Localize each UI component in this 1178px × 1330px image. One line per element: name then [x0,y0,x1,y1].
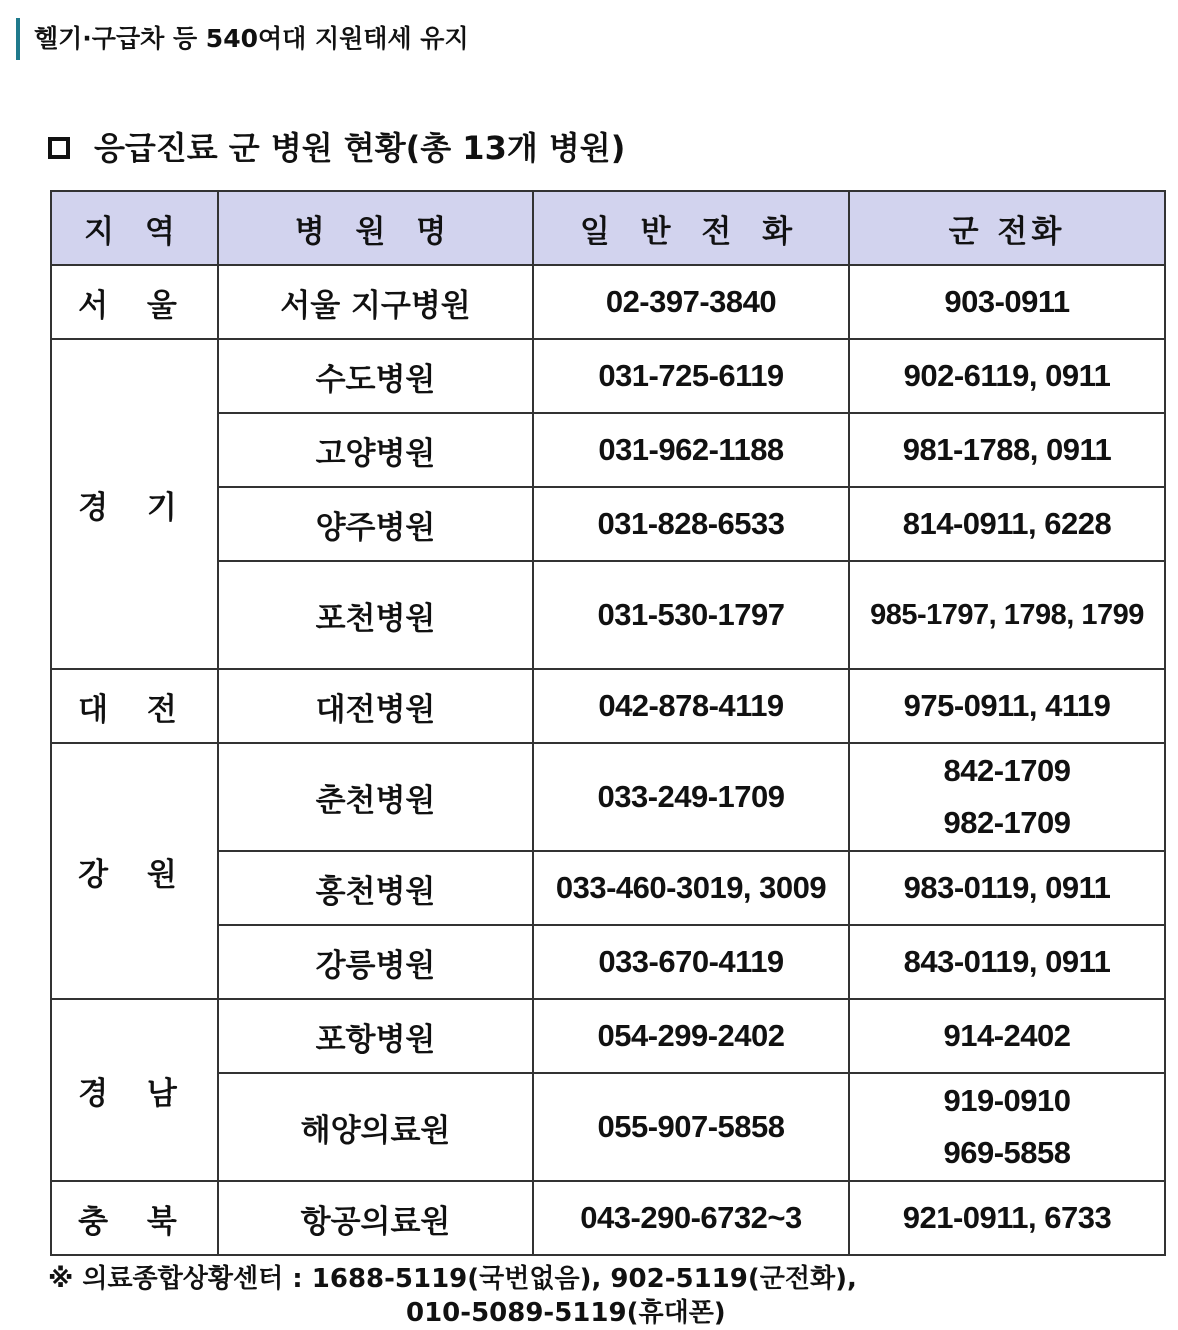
table-row [51,999,1165,1073]
phone-cell: 055-907-5858 [533,1073,849,1181]
region-cell: 경 기 [51,339,218,669]
checkbox-square-icon [48,137,70,159]
military-phone-cell: 975-0911, 4119 [849,669,1165,743]
phone-cell: 043-290-6732~3 [533,1181,849,1255]
article-headline: 헬기·구급차 등 540여대 지원태세 유지 [16,18,469,60]
table-row [51,851,1165,925]
phone-cell: 054-299-2402 [533,999,849,1073]
military-phone-cell: 985-1797, 1798, 1799 [849,561,1165,669]
hospital-cell: 양주병원 [218,487,533,561]
region-cell: 대 전 [51,669,218,743]
phone-cell: 033-249-1709 [533,743,849,851]
table-header-row [51,191,1165,265]
hospital-cell: 수도병원 [218,339,533,413]
military-phone-cell [849,743,1165,851]
military-phone-line: 842-1709 [943,753,1071,788]
region-cell: 충 북 [51,1181,218,1255]
military-phone-line: 969-5858 [943,1135,1071,1170]
table-row [51,669,1165,743]
military-phone-cell [849,1073,1165,1181]
military-phone-cell: 843-0119, 0911 [849,925,1165,999]
hospital-cell: 홍천병원 [218,851,533,925]
hospital-cell: 춘천병원 [218,743,533,851]
region-cell: 강 원 [51,743,218,999]
military-phone-cell: 981-1788, 0911 [849,413,1165,487]
region-cell: 서 울 [51,265,218,339]
header-hospital: 병 원 명 [218,191,533,265]
table-row [51,1181,1165,1255]
phone-cell: 031-725-6119 [533,339,849,413]
table-row [51,561,1165,669]
hospital-cell: 해양의료원 [218,1073,533,1181]
military-phone-cell: 814-0911, 6228 [849,487,1165,561]
table-row [51,743,1165,851]
footnote-line-2: 010-5089-5119(휴대폰) [406,1298,726,1328]
hospital-cell: 항공의료원 [218,1181,533,1255]
military-phone-cell: 903-0911 [849,265,1165,339]
table-row [51,1073,1165,1181]
table-row [51,339,1165,413]
hospital-cell: 서울 지구병원 [218,265,533,339]
military-phone-cell: 921-0911, 6733 [849,1181,1165,1255]
table-row [51,413,1165,487]
phone-cell: 033-670-4119 [533,925,849,999]
region-cell: 경 남 [51,999,218,1181]
section-title-text: 응급진료 군 병원 현황(총 13개 병원) [94,129,626,167]
hospital-cell: 고양병원 [218,413,533,487]
footnote [48,1262,857,1330]
military-phone-line: 982-1709 [943,805,1071,840]
hospital-cell: 포천병원 [218,561,533,669]
table-row [51,925,1165,999]
hospital-cell: 대전병원 [218,669,533,743]
header-phone: 일 반 전 화 [533,191,849,265]
hospital-cell: 포항병원 [218,999,533,1073]
table-row [51,265,1165,339]
section-title [48,124,625,172]
hospital-cell: 강릉병원 [218,925,533,999]
table-row [51,487,1165,561]
military-phone-line: 919-0910 [943,1083,1071,1118]
phone-cell: 042-878-4119 [533,669,849,743]
military-phone-cell: 902-6119, 0911 [849,339,1165,413]
phone-cell: 031-828-6533 [533,487,849,561]
military-phone-cell: 914-2402 [849,999,1165,1073]
phone-cell: 033-460-3019, 3009 [533,851,849,925]
header-region: 지 역 [51,191,218,265]
phone-cell: 031-530-1797 [533,561,849,669]
hospital-table [50,190,1166,1256]
header-military-phone: 군 전화 [849,191,1165,265]
footnote-line-1: ※ 의료종합상황센터 : 1688-5119(국번없음), 902-5119(군전화), [48,1264,857,1294]
military-phone-cell: 983-0119, 0911 [849,851,1165,925]
phone-cell: 031-962-1188 [533,413,849,487]
phone-cell: 02-397-3840 [533,265,849,339]
